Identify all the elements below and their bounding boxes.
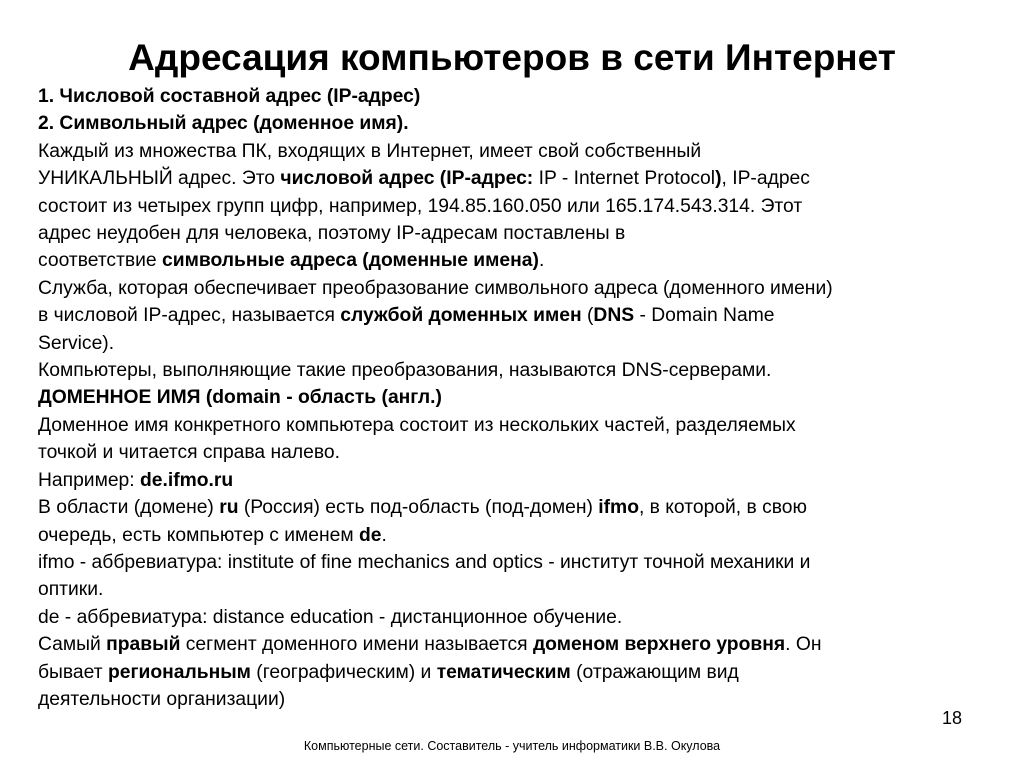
text-line: Компьютеры, выполняющие такие преобразования, называются DNS-серверами. [38, 360, 772, 382]
text-line [38, 247, 998, 274]
text-line: адрес неудобен для человека, поэтому IP-адресам поставлены в [38, 223, 626, 245]
bold-text-run: числовой адрес (IP-адрес: [280, 168, 534, 190]
text-run: (географическим) и [250, 661, 437, 683]
text-line [38, 165, 998, 192]
bold-text-run: символьные адреса (доменные имена) [162, 250, 539, 272]
bold-text-run: ifmo [598, 497, 639, 519]
text-run: . Он [785, 634, 822, 656]
text-line: 1. Числовой составной адрес (IP-адрес) [38, 86, 421, 107]
text-run: , IP-адрес [721, 168, 810, 190]
text-run: IP - Internet Protocol [533, 168, 716, 190]
bold-text-run: региональным [107, 661, 251, 683]
bold-text-run: DNS [593, 305, 635, 327]
text-run: , в которой, в свою [638, 497, 807, 519]
bold-text-run: доменом верхнего уровня [532, 634, 786, 656]
text-run: очередь, есть компьютер с именем [38, 524, 360, 546]
slide-footer: Компьютерные сети. Составитель - учитель информатики В.В. Окулова [303, 739, 721, 753]
text-line [38, 494, 998, 521]
text-run: соответствие [38, 250, 163, 272]
text-run: - Domain Name [634, 305, 775, 327]
text-run: (Россия) есть под-область (под-домен) [238, 497, 599, 519]
slide-body [38, 83, 998, 713]
text-line: Service). [38, 332, 115, 354]
slide-title: Адресация компьютеров в сети Интернет [128, 37, 896, 78]
text-line [38, 302, 998, 329]
bold-text-run: правый [106, 634, 181, 656]
text-run: в числовой IP-адрес, называется [38, 305, 341, 327]
text-line [38, 631, 998, 658]
text-line: Доменное имя конкретного компьютера состоит из нескольких частей, разделяемых [38, 414, 796, 436]
bold-text-run: службой доменных имен [340, 305, 582, 327]
text-line: деятельности организации) [38, 688, 286, 710]
text-line: de - аббревиатура: distance education - дистанционное обучение. [38, 606, 623, 628]
bold-text-run: ) [715, 168, 722, 190]
text-run: сегмент доменного имени называется [180, 634, 533, 656]
text-run: . [381, 524, 387, 546]
text-line [38, 467, 998, 494]
text-run: (отражающим вид [570, 661, 739, 683]
text-run: бывает [38, 661, 108, 683]
text-line: ifmo - аббревиатура: institute of fine mechanics and optics - институт точной механики и [38, 551, 811, 573]
bold-text-run: тематическим [436, 661, 571, 683]
text-line: состоит из четырех групп цифр, например, 194.85.160.050 или 165.174.543.314. Этот [38, 195, 803, 217]
text-line: 2. Символьный адрес (доменное имя). [38, 113, 409, 135]
text-run: . [538, 250, 545, 272]
text-line: точкой и читается справа налево. [38, 442, 340, 464]
text-run: ( [581, 305, 594, 327]
bold-text-run: ru [219, 497, 239, 519]
text-line [38, 522, 998, 549]
text-run: В области (домене) [38, 497, 220, 519]
bold-text-run: de.ifmo.ru [140, 469, 234, 491]
text-line: ДОМЕННОЕ ИМЯ (domain - область (англ.) [38, 387, 442, 409]
text-line: оптики. [38, 579, 104, 601]
text-run: Самый [38, 634, 107, 656]
text-line: Служба, которая обеспечивает преобразование символьного адреса (доменного имени) [38, 277, 833, 299]
bold-text-run: de [359, 524, 382, 546]
text-line [38, 659, 998, 686]
text-line: Каждый из множества ПК, входящих в Интернет, имеет свой собственный [38, 140, 702, 162]
text-run: УНИКАЛЬНЫЙ адрес. Это [38, 168, 281, 190]
text-run: Например: [38, 469, 140, 491]
page-number: 18 [941, 708, 962, 728]
